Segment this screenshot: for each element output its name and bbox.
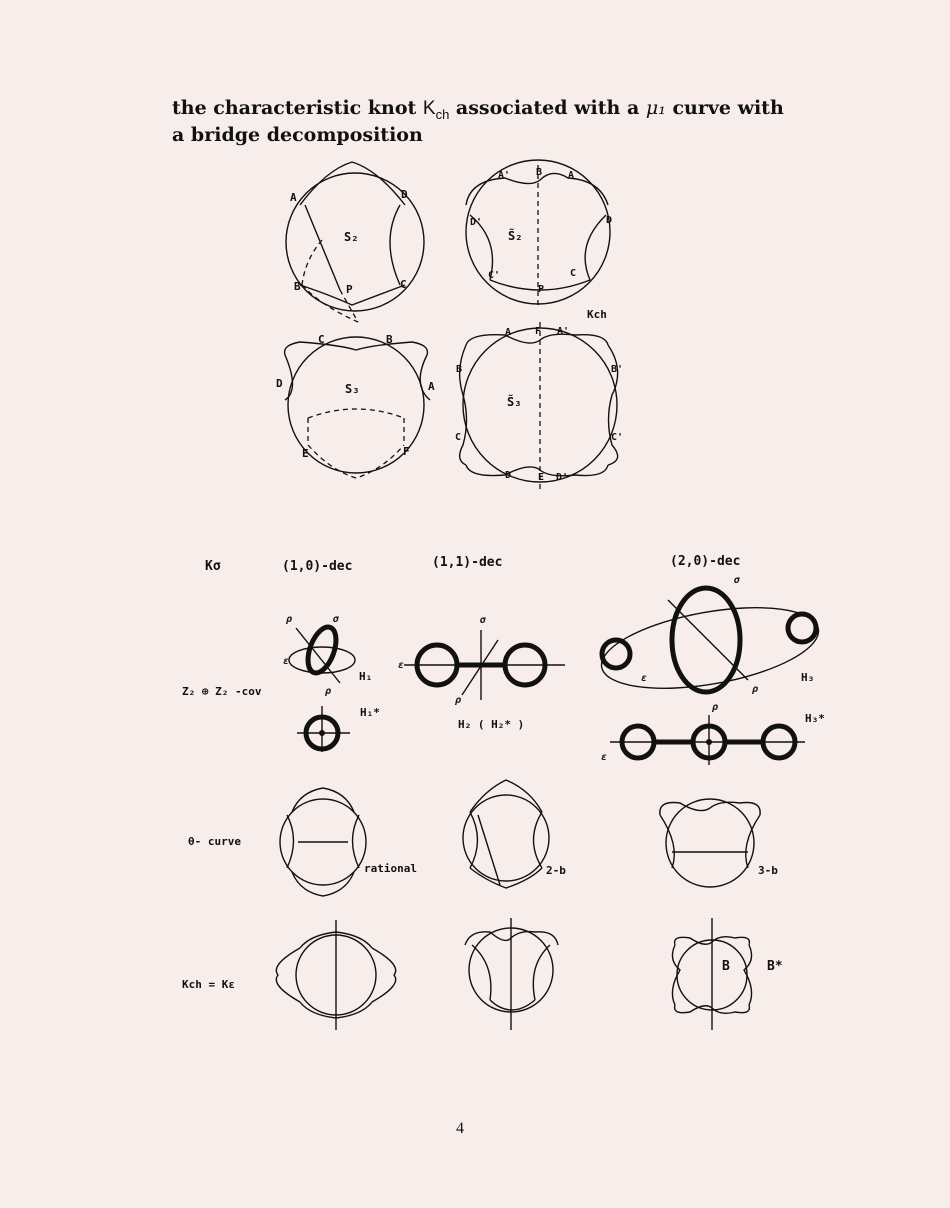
title-text-4: a bridge decomposition <box>172 123 423 146</box>
B-star-label: B* <box>767 959 783 974</box>
knot-figure-2 <box>466 160 612 321</box>
3b-label: 3-b <box>758 864 778 877</box>
label-B: B <box>294 280 301 293</box>
label-S3: S₃ <box>345 382 360 396</box>
sigma-label-3: σ <box>734 575 741 586</box>
h3-figure <box>595 575 824 703</box>
h3-star-figure <box>601 702 825 765</box>
label-F: F <box>535 326 542 337</box>
label-E: E <box>538 472 545 483</box>
label-S3-tilde: S̃₃ <box>507 395 522 409</box>
row-header-k-sigma: Kσ <box>205 559 221 574</box>
label-A: A <box>505 327 512 338</box>
h1-label: H₁ <box>359 670 373 683</box>
label-C-prime: C' <box>611 432 624 443</box>
rho-label-3: ρ <box>455 695 462 706</box>
label-D: D <box>276 377 283 390</box>
label-C: C <box>570 268 577 279</box>
theta-rational <box>280 788 417 896</box>
knot-figure-3 <box>276 333 435 478</box>
sigma-label: σ <box>333 614 340 625</box>
h1-star-label: H₁* <box>360 706 380 719</box>
label-S2-tilde: S̃₂ <box>508 229 523 243</box>
col-header-10: (1,0)-dec <box>282 559 353 574</box>
label-D: D <box>505 470 512 481</box>
title-ch: ch <box>435 106 450 122</box>
2b-label: 2-b <box>546 864 566 877</box>
label-C: C <box>455 432 462 443</box>
h1-figure <box>283 614 372 683</box>
sigma-label-2: σ <box>480 615 487 626</box>
rho-label: ρ <box>286 614 293 625</box>
h3-star-label: H₃* <box>805 712 825 725</box>
label-A: A <box>428 380 435 393</box>
title-text-1: the characteristic knot <box>172 97 423 119</box>
label-D-prime: D' <box>556 472 569 483</box>
h2-label: H₂ ( H₂* ) <box>458 718 525 731</box>
kch-figure-1 <box>276 920 395 1030</box>
col-header-20: (2,0)-dec <box>670 554 741 569</box>
h2-figure <box>398 615 565 731</box>
eps-label-2: ε <box>398 660 405 671</box>
cov-label: Z₂ ⊕ Z₂ -cov <box>182 685 262 698</box>
h3-label: H₃ <box>801 671 815 684</box>
B-label: B <box>722 959 730 974</box>
label-A-prime: A' <box>557 326 570 337</box>
rho-label-5: ρ <box>712 702 719 713</box>
label-C: C <box>400 278 407 291</box>
label-C: C <box>318 333 325 346</box>
theta-3b <box>660 799 778 887</box>
label-A: A <box>290 191 297 204</box>
title-text-2: associated with a <box>449 97 646 119</box>
eps-label-3: ε <box>641 673 648 684</box>
title-k: K <box>422 98 436 119</box>
eps-label: ε <box>283 656 290 667</box>
label-D: D <box>606 215 613 226</box>
rho-label-2: ρ <box>325 686 332 697</box>
knot-figure-4 <box>455 322 623 490</box>
label-S2: S₂ <box>344 230 359 244</box>
rational-label: rational <box>364 862 417 875</box>
kch-figure-3 <box>672 918 782 1030</box>
theta-2b <box>463 780 566 888</box>
col-header-11: (1,1)-dec <box>432 555 503 570</box>
label-P: P <box>538 284 545 295</box>
kch-figure-2 <box>465 918 558 1030</box>
label-Kch: Kch <box>587 308 607 321</box>
label-C-prime: C' <box>488 270 501 281</box>
kch-label: Kch = Kε <box>182 978 235 991</box>
title-mu: μ₁ <box>645 97 666 119</box>
label-E: E <box>302 447 309 460</box>
label-B: B <box>456 364 463 375</box>
title-text-3: curve with <box>665 97 784 119</box>
label-P: P <box>346 283 353 296</box>
label-A: A <box>568 170 575 181</box>
label-B-prime: B' <box>611 364 624 375</box>
rho-label-4: ρ <box>752 684 759 695</box>
label-B: B <box>386 333 393 346</box>
knot-figure-1 <box>286 162 424 322</box>
label-F: F <box>403 445 410 458</box>
label-A-prime: A' <box>498 170 511 181</box>
label-B: B <box>536 167 543 178</box>
theta-curve-label: θ- curve <box>188 835 241 848</box>
eps-label-4: ε <box>601 752 608 763</box>
label-D: D <box>401 188 408 201</box>
page-number: 4 <box>456 1120 464 1137</box>
label-D-prime: D' <box>470 217 483 228</box>
h1-star-figure <box>297 686 380 752</box>
